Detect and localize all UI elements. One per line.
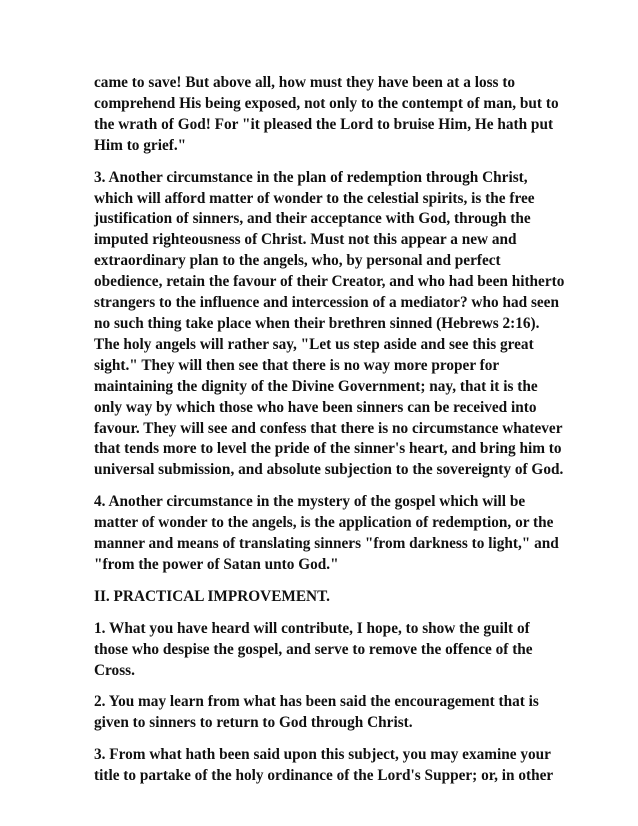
text-line: no such thing take place when their brethren sinned (Hebrews 2:16). — [94, 314, 540, 332]
text-line: justification of sinners, and their acceptance with God, through the — [94, 210, 531, 228]
text-line: "from the power of Satan unto God." — [94, 555, 339, 573]
section-heading — [94, 587, 546, 608]
text-line: comprehend His being exposed, not only to the contempt of man, but to — [94, 94, 559, 112]
paragraph-improvement-1 — [94, 619, 546, 682]
text-line: the wrath of God! For "it pleased the Lord to bruise Him, He hath put — [94, 115, 554, 133]
text-line: 3. Another circumstance in the plan of redemption through Christ, — [94, 168, 528, 186]
text-line: universal submission, and absolute subjection to the sovereignty of God. — [94, 461, 564, 479]
text-line: 4. Another circumstance in the mystery of the gospel which will be — [94, 493, 526, 511]
paragraph-improvement-3 — [94, 745, 554, 787]
text-line: Cross. — [94, 661, 135, 679]
paragraph-continuation — [94, 73, 559, 157]
text-line: came to save! But above all, how must they have been at a loss to — [94, 74, 516, 91]
text-line: given to sinners to return to God through Christ. — [94, 714, 413, 732]
text-line: The holy angels will rather say, "Let us step aside and see this great — [94, 335, 534, 353]
text-line: matter of wonder to the angels, is the application of redemption, or the — [94, 514, 554, 532]
paragraph-improvement-2 — [94, 692, 546, 734]
text-line: Him to grief." — [94, 136, 187, 154]
text-line: II. PRACTICAL IMPROVEMENT. — [94, 587, 330, 605]
text-line: imputed righteousness of Christ. Must not this appear a new and — [94, 231, 517, 249]
paragraph-point-4 — [94, 492, 559, 576]
paragraph-point-3 — [94, 168, 565, 482]
text-line: strangers to the influence and intercession of a mediator? who had seen — [94, 294, 559, 312]
text-line: 1. What you have heard will contribute, I hope, to show the guilt of — [94, 619, 530, 637]
document-page — [94, 73, 565, 798]
text-line: which will afford matter of wonder to the celestial spirits, is the free — [94, 189, 535, 207]
text-line: extraordinary plan to the angels, who, by personal and perfect — [94, 252, 501, 270]
text-line: manner and means of translating sinners "from darkness to light," and — [94, 535, 559, 553]
text-line: title to partake of the holy ordinance of the Lord's Supper; or, in other — [94, 767, 554, 785]
text-line: obedience, retain the favour of their Creator, and who had been hitherto — [94, 273, 565, 291]
text-line: that tends more to level the pride of the sinner's heart, and bring him to — [94, 440, 562, 458]
text-line: 3. From what hath been said upon this subject, you may examine your — [94, 746, 551, 764]
text-line: 2. You may learn from what has been said the encouragement that is — [94, 693, 539, 711]
text-line: only way by which those who have been sinners can be received into — [94, 398, 537, 416]
text-line: those who despise the gospel, and serve to remove the offence of the — [94, 640, 533, 658]
text-line: maintaining the dignity of the Divine Government; nay, that it is the — [94, 377, 538, 395]
text-line: sight." They will then see that there is no way more proper for — [94, 356, 500, 374]
text-line: favour. They will see and confess that there is no circumstance whatever — [94, 419, 563, 437]
